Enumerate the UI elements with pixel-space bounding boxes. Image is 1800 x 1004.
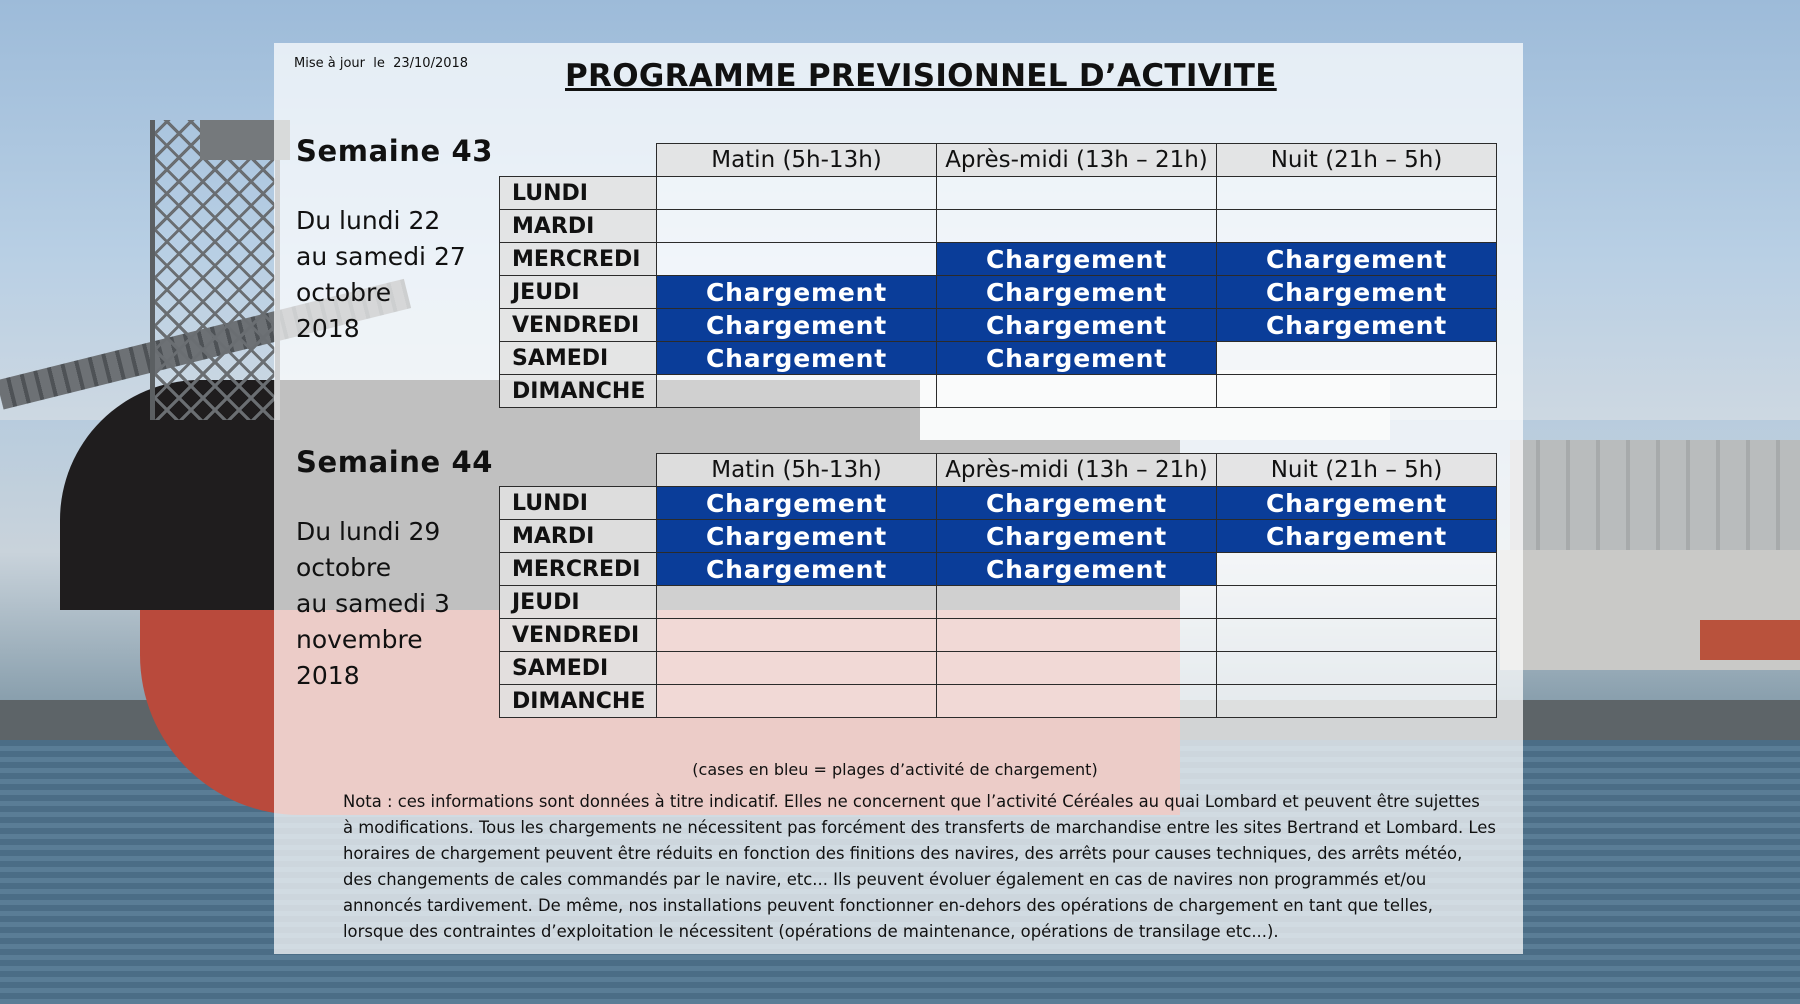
column-header-nuit: Nuit (21h – 5h) (1217, 454, 1497, 487)
empty-slot-cell (657, 177, 937, 210)
week-44-dates-line: octobre (296, 553, 392, 582)
empty-slot-cell (1217, 619, 1497, 652)
empty-slot-cell (657, 619, 937, 652)
day-label: MERCREDI (500, 243, 657, 276)
empty-slot-cell (1217, 210, 1497, 243)
disclaimer-line: horaires de chargement peuvent être réduits en fonction des finitions des navires, des arrêts pour causes techniques, des arrêts météo, (343, 844, 1463, 863)
week-44-dates-line: Du lundi 29 (296, 517, 441, 546)
empty-slot-cell (1217, 342, 1497, 375)
week-44-dates (296, 514, 486, 694)
empty-slot-cell (1217, 177, 1497, 210)
loading-slot-cell: Chargement (1217, 487, 1497, 520)
empty-slot-cell (1217, 685, 1497, 718)
day-label: LUNDI (500, 487, 657, 520)
day-label: SAMEDI (500, 342, 657, 375)
loading-slot-cell: Chargement (937, 309, 1217, 342)
day-label: LUNDI (500, 177, 657, 210)
legend-text: (cases en bleu = plages d’activité de chargement) (692, 760, 1098, 779)
loading-slot-cell: Chargement (657, 309, 937, 342)
page-title: PROGRAMME PREVISIONNEL D’ACTIVITE (565, 58, 1277, 94)
schedule-row (500, 243, 1497, 276)
week-43-dates-line: octobre (296, 278, 392, 307)
loading-slot-cell: Chargement (1217, 520, 1497, 553)
schedule-row (500, 276, 1497, 309)
day-label: JEUDI (500, 586, 657, 619)
schedule-row (500, 553, 1497, 586)
empty-slot-cell (657, 652, 937, 685)
empty-slot-cell (657, 685, 937, 718)
empty-slot-cell (937, 375, 1217, 408)
empty-slot-cell (657, 243, 937, 276)
column-header-apres-midi: Après-midi (13h – 21h) (937, 144, 1217, 177)
empty-slot-cell (937, 586, 1217, 619)
empty-slot-cell (937, 619, 1217, 652)
disclaimer-note (343, 789, 1496, 945)
day-label: MARDI (500, 210, 657, 243)
week-44-schedule-table (499, 453, 1497, 718)
schedule-row (500, 586, 1497, 619)
week-43-dates-line: au samedi 27 (296, 242, 466, 271)
day-label: MERCREDI (500, 553, 657, 586)
schedule-row (500, 520, 1497, 553)
loading-slot-cell: Chargement (1217, 276, 1497, 309)
loading-slot-cell: Chargement (657, 553, 937, 586)
header-row (500, 144, 1497, 177)
day-label: SAMEDI (500, 652, 657, 685)
empty-slot-cell (937, 177, 1217, 210)
week-43-dates (296, 203, 486, 347)
schedule-row (500, 342, 1497, 375)
day-label: JEUDI (500, 276, 657, 309)
disclaimer-line: Nota : ces informations sont données à titre indicatif. Elles ne concernent que l’activité Céréales au quai Lombard et peuvent être sujettes (343, 792, 1480, 811)
loading-slot-cell: Chargement (1217, 243, 1497, 276)
day-label: VENDREDI (500, 619, 657, 652)
schedule-row (500, 210, 1497, 243)
loading-slot-cell: Chargement (657, 520, 937, 553)
empty-slot-cell (937, 652, 1217, 685)
day-label: VENDREDI (500, 309, 657, 342)
week-43-schedule-table (499, 143, 1497, 408)
update-date: Mise à jour le 23/10/2018 (294, 56, 469, 71)
loading-slot-cell: Chargement (657, 342, 937, 375)
week-44-title: Semaine 44 (296, 445, 494, 479)
week-44-dates-line: au samedi 3 (296, 589, 450, 618)
schedule-row (500, 619, 1497, 652)
loading-slot-cell: Chargement (937, 520, 1217, 553)
empty-slot-cell (657, 586, 937, 619)
week-43-dates-line: Du lundi 22 (296, 206, 441, 235)
loading-gantry (150, 120, 280, 420)
disclaimer-line: lorsque des contraintes d’exploitation le nécessitent (opérations de maintenance, opérations de transilage etc...). (343, 922, 1279, 941)
empty-slot-cell (1217, 375, 1497, 408)
schedule-row (500, 177, 1497, 210)
loading-slot-cell: Chargement (937, 342, 1217, 375)
empty-slot-cell (1217, 586, 1497, 619)
legend-note (0, 760, 1800, 779)
week-43-title: Semaine 43 (296, 134, 494, 168)
day-label: DIMANCHE (500, 375, 657, 408)
day-label: MARDI (500, 520, 657, 553)
empty-slot-cell (1217, 553, 1497, 586)
schedule-row (500, 652, 1497, 685)
disclaimer-line: annoncés tardivement. De même, nos installations peuvent fonctionner en-dehors des opérations de chargement en tant que telles, (343, 896, 1433, 915)
corner-cell (500, 144, 657, 177)
week-44-dates-line: 2018 (296, 661, 360, 690)
loading-slot-cell: Chargement (937, 487, 1217, 520)
loading-slot-cell: Chargement (937, 243, 1217, 276)
empty-slot-cell (1217, 652, 1497, 685)
empty-slot-cell (937, 685, 1217, 718)
empty-slot-cell (937, 210, 1217, 243)
disclaimer-line: à modifications. Tous les chargements ne nécessitent pas forcément des transferts de marchandise entre les sites Bertrand et Lombard. Les (343, 818, 1496, 837)
empty-slot-cell (657, 210, 937, 243)
header-row (500, 454, 1497, 487)
day-label: DIMANCHE (500, 685, 657, 718)
schedule-row (500, 487, 1497, 520)
loading-slot-cell: Chargement (937, 553, 1217, 586)
schedule-row (500, 685, 1497, 718)
column-header-apres-midi: Après-midi (13h – 21h) (937, 454, 1217, 487)
column-header-matin: Matin (5h-13h) (657, 454, 937, 487)
schedule-row (500, 375, 1497, 408)
column-header-matin: Matin (5h-13h) (657, 144, 937, 177)
loading-slot-cell: Chargement (657, 487, 937, 520)
loading-slot-cell: Chargement (1217, 309, 1497, 342)
week-44-dates-line: novembre (296, 625, 423, 654)
loading-slot-cell: Chargement (937, 276, 1217, 309)
column-header-nuit: Nuit (21h – 5h) (1217, 144, 1497, 177)
corner-cell (500, 454, 657, 487)
loading-slot-cell: Chargement (657, 276, 937, 309)
empty-slot-cell (657, 375, 937, 408)
schedule-row (500, 309, 1497, 342)
week-43-dates-line: 2018 (296, 314, 360, 343)
red-building (1700, 620, 1800, 660)
disclaimer-line: des changements de cales commandés par le navire, etc... Ils peuvent évoluer également en cas de navires non programmés et/ou (343, 870, 1427, 889)
